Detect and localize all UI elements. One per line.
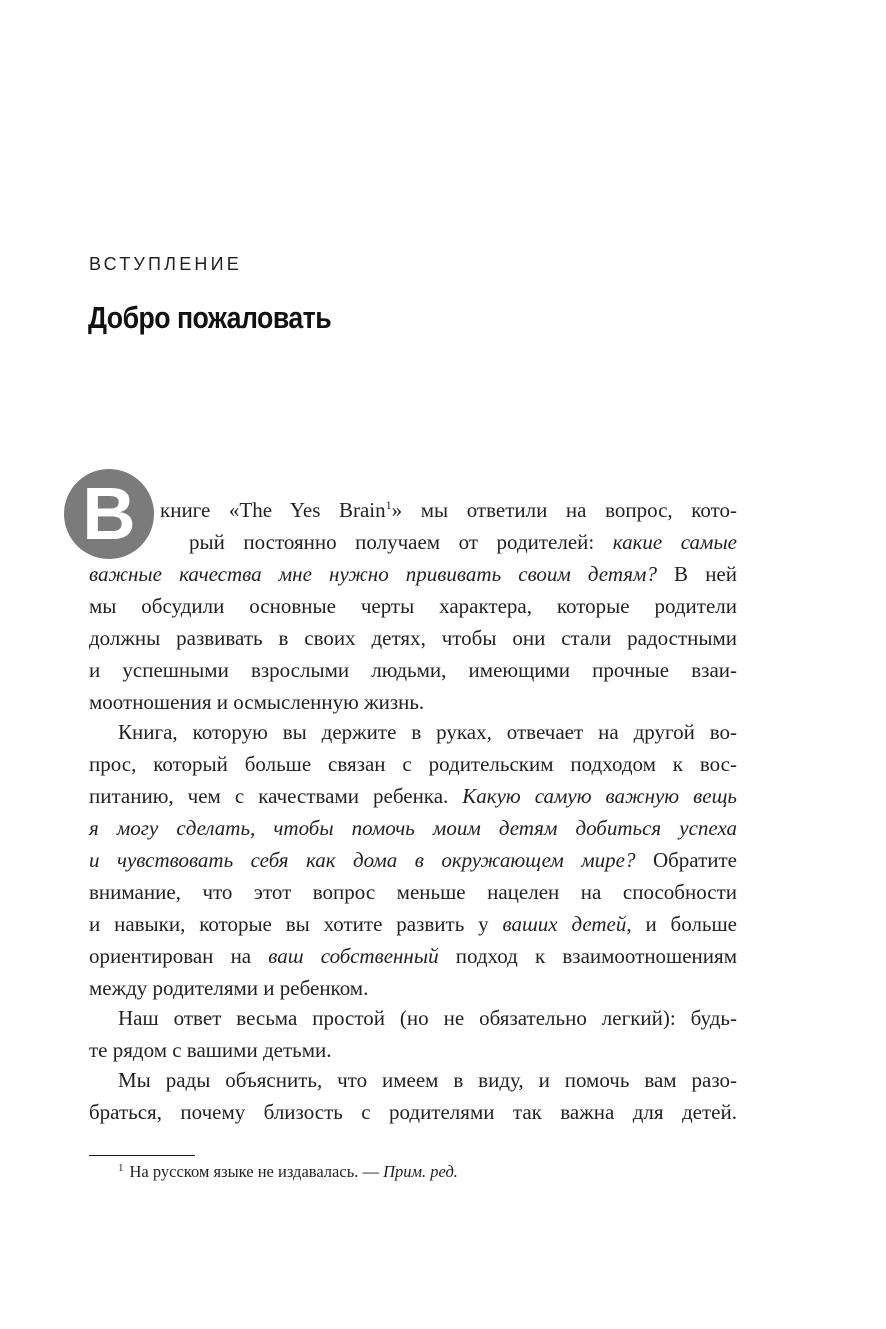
text-line: и чувствовать себя как дома в окружающем мире? Обратите bbox=[89, 848, 737, 872]
section-label: ВСТУПЛЕНИЕ bbox=[89, 254, 242, 274]
text-line: браться, почему близость с родителями так важна для детей. bbox=[89, 1100, 737, 1124]
chapter-title: Добро пожаловать bbox=[88, 300, 332, 335]
text-line: Книга, которую вы держите в руках, отвечает на другой во- bbox=[118, 720, 737, 744]
text-line: ориентирован на ваш собственный подход к взаимоотношениям bbox=[89, 944, 737, 968]
text-line: важные качества мне нужно прививать своим детям? В ней bbox=[89, 562, 737, 586]
dropcap-letter: В bbox=[64, 469, 154, 559]
footnote-ref: 1 bbox=[385, 498, 392, 512]
text-line: Наш ответ весьма простой (но не обязательно легкий): будь- bbox=[118, 1006, 737, 1030]
text-line: прос, который больше связан с родительским подходом к вос- bbox=[89, 752, 737, 776]
text-line: и навыки, которые вы хотите развить у ваших детей, и больше bbox=[89, 912, 737, 936]
footnote: $^1$ На русском языке не издавалась. — Прим. ред. bbox=[118, 1162, 458, 1181]
text-line: питанию, чем с качествами ребенка. Какую самую важную вещь bbox=[89, 784, 737, 808]
text-line: моотношения и осмысленную жизнь. bbox=[89, 690, 425, 714]
text-line: те рядом с вашими детьми. bbox=[89, 1038, 332, 1062]
text-line: между родителями и ребенком. bbox=[89, 976, 369, 1000]
footnote-divider bbox=[89, 1155, 195, 1156]
text-line: внимание, что этот вопрос меньше нацелен на способности bbox=[89, 880, 737, 904]
text-line: должны развивать в своих детях, чтобы они стали радостными bbox=[89, 626, 737, 650]
text-line: рый постоянно получаем от родителей: какие самые bbox=[189, 530, 738, 554]
text-line: Мы рады объяснить, что имеем в виду, и помочь вам разо- bbox=[118, 1068, 737, 1092]
text-line: мы обсудили основные черты характера, которые родители bbox=[89, 594, 737, 618]
text-line: и успешными взрослыми людьми, имеющими прочные взаи- bbox=[89, 658, 737, 682]
text-line: книге «The Yes Brain$^1$» мы ответили на вопрос, кото- bbox=[160, 498, 737, 522]
text-line: я могу сделать, чтобы помочь моим детям добиться успеха bbox=[89, 816, 737, 840]
footnote-number: 1 bbox=[118, 1162, 124, 1174]
